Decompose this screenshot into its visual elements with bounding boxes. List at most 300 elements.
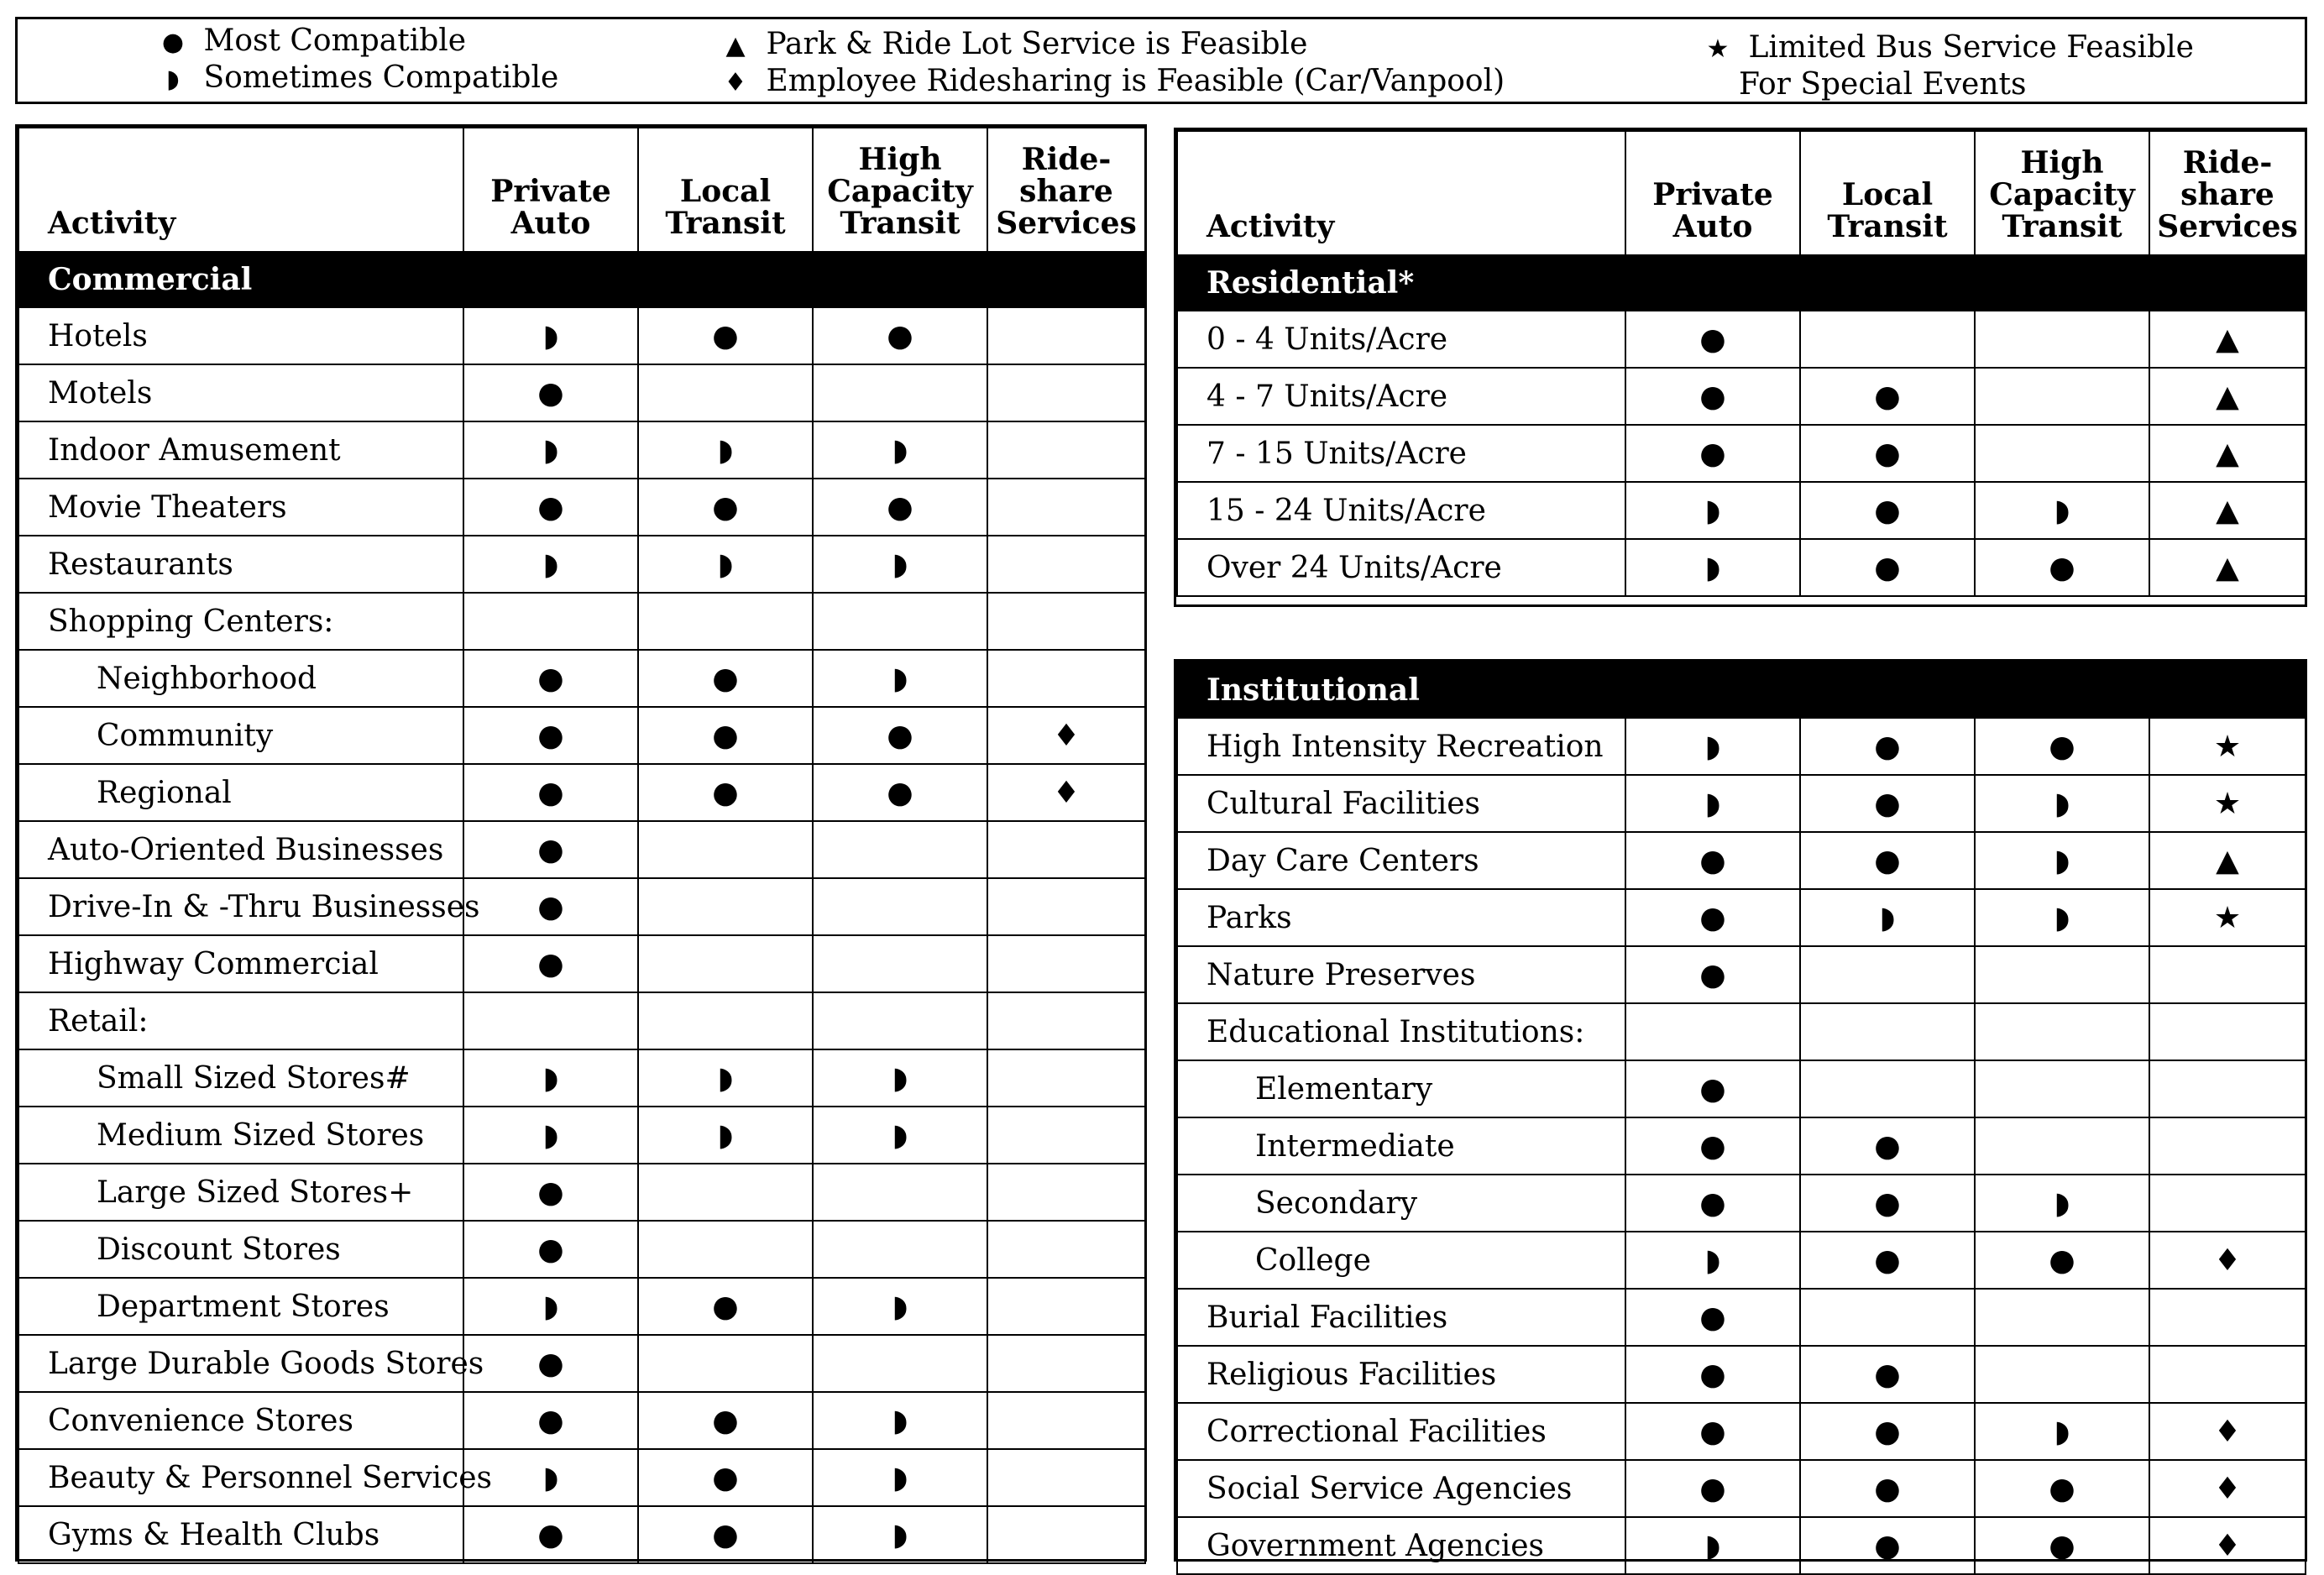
filled-circle-icon: ● — [1699, 1128, 1726, 1164]
cell-rideshare-services — [987, 1506, 1145, 1563]
filled-circle-icon: ● — [537, 1403, 564, 1438]
triangle-icon: ▲ — [725, 31, 746, 60]
filled-circle-icon: ● — [537, 775, 564, 810]
activity-label: 15 - 24 Units/Acre — [1177, 482, 1625, 539]
cell-private-auto — [463, 1221, 638, 1278]
cell-high-capacity-transit — [813, 821, 987, 878]
table-row — [1177, 311, 2306, 368]
cell-rideshare-services — [2149, 889, 2306, 946]
cell-rideshare-services — [2149, 1517, 2306, 1574]
cell-private-auto — [463, 992, 638, 1049]
half-circle-icon: ◗ — [1704, 550, 1721, 585]
legend-label: Employee Ridesharing is Feasible (Car/Vanpool) — [766, 64, 1505, 98]
filled-circle-icon: ● — [537, 1175, 564, 1210]
cell-private-auto — [463, 593, 638, 650]
diamond-icon: ♦ — [2213, 1471, 2242, 1506]
table-row — [18, 1107, 1145, 1164]
cell-high-capacity-transit — [1975, 1117, 2149, 1175]
activity-label: Burial Facilities — [1177, 1289, 1625, 1346]
cell-private-auto — [1625, 1460, 1800, 1517]
half-circle-icon: ◗ — [892, 1289, 908, 1324]
table-row — [18, 1449, 1145, 1506]
cell-local-transit — [1800, 1117, 1975, 1175]
activity-label: Auto-Oriented Businesses — [18, 821, 463, 878]
filled-circle-icon: ● — [1874, 1128, 1901, 1164]
commercial-rows — [18, 252, 1145, 1563]
table-row — [1177, 1289, 2306, 1346]
filled-circle-icon: ● — [537, 1346, 564, 1381]
half-circle-icon: ◗ — [717, 1117, 734, 1153]
institutional-table — [1176, 662, 2306, 1575]
half-circle-icon: ◗ — [1704, 1243, 1721, 1278]
filled-circle-icon: ● — [1874, 1357, 1901, 1392]
cell-private-auto — [1625, 1175, 1800, 1232]
filled-circle-icon: ● — [1874, 1185, 1901, 1221]
cell-rideshare-services — [2149, 1346, 2306, 1403]
cell-high-capacity-transit — [1975, 1346, 2149, 1403]
filled-circle-icon: ● — [712, 489, 739, 525]
cell-rideshare-services — [987, 307, 1145, 364]
cell-private-auto — [463, 364, 638, 421]
cell-high-capacity-transit — [1975, 368, 2149, 425]
table-row — [18, 536, 1145, 593]
half-circle-icon: ◗ — [542, 432, 559, 468]
cell-rideshare-services — [987, 1392, 1145, 1449]
activity-label: Shopping Centers: — [18, 593, 463, 650]
legend-item-special-events — [1739, 68, 2027, 102]
commercial-table — [18, 127, 1146, 1564]
cell-high-capacity-transit — [1975, 1060, 2149, 1117]
cell-high-capacity-transit — [813, 878, 987, 935]
activity-label: Highway Commercial — [18, 935, 463, 992]
cell-high-capacity-transit — [1975, 425, 2149, 482]
filled-circle-icon: ● — [1699, 322, 1726, 357]
cell-private-auto — [463, 1392, 638, 1449]
cell-rideshare-services — [987, 593, 1145, 650]
filled-circle-icon: ● — [1699, 1185, 1726, 1221]
cell-high-capacity-transit — [813, 764, 987, 821]
activity-label: Cultural Facilities — [1177, 775, 1625, 832]
cell-rideshare-services — [987, 821, 1145, 878]
cell-rideshare-services — [987, 707, 1145, 764]
cell-local-transit — [638, 421, 813, 479]
half-circle-icon: ◗ — [2054, 493, 2070, 528]
table-row — [18, 1049, 1145, 1107]
cell-private-auto — [463, 650, 638, 707]
cell-rideshare-services — [2149, 1403, 2306, 1460]
filled-circle-icon: ● — [712, 318, 739, 353]
cell-local-transit — [638, 1049, 813, 1107]
cell-rideshare-services — [987, 1049, 1145, 1107]
cell-high-capacity-transit — [813, 1506, 987, 1563]
header-activity: Activity — [1177, 131, 1625, 255]
table-row — [18, 1506, 1145, 1563]
cell-rideshare-services — [987, 878, 1145, 935]
cell-high-capacity-transit — [813, 1049, 987, 1107]
half-circle-icon: ◗ — [166, 65, 180, 94]
cell-rideshare-services — [2149, 1232, 2306, 1289]
half-circle-icon: ◗ — [542, 1117, 559, 1153]
half-circle-icon: ◗ — [892, 1117, 908, 1153]
legend-label: Sometimes Compatible — [203, 60, 559, 95]
legend-label: Limited Bus Service Feasible — [1748, 30, 2194, 65]
filled-circle-icon: ● — [537, 1232, 564, 1267]
activity-label: 7 - 15 Units/Acre — [1177, 425, 1625, 482]
cell-rideshare-services — [987, 1449, 1145, 1506]
cell-local-transit — [638, 992, 813, 1049]
table-row — [1177, 1232, 2306, 1289]
half-circle-icon: ◗ — [542, 547, 559, 582]
cell-rideshare-services — [987, 421, 1145, 479]
section-title-residential: Residential* — [1177, 255, 2306, 311]
table-row — [1177, 1175, 2306, 1232]
cell-private-auto — [463, 307, 638, 364]
half-circle-icon: ◗ — [892, 432, 908, 468]
activity-label: High Intensity Recreation — [1177, 718, 1625, 775]
cell-local-transit — [638, 707, 813, 764]
table-row — [18, 821, 1145, 878]
table-row — [1177, 1117, 2306, 1175]
filled-circle-icon: ● — [2049, 550, 2075, 585]
cell-high-capacity-transit — [813, 1164, 987, 1221]
half-circle-icon: ◗ — [1704, 729, 1721, 764]
star-icon: ★ — [2213, 729, 2242, 764]
cell-high-capacity-transit — [813, 593, 987, 650]
cell-high-capacity-transit — [1975, 946, 2149, 1003]
table-row — [1177, 1403, 2306, 1460]
filled-circle-icon: ● — [1699, 1357, 1726, 1392]
diamond-icon: ♦ — [2213, 1528, 2242, 1563]
filled-circle-icon: ● — [712, 718, 739, 753]
cell-high-capacity-transit — [1975, 1289, 2149, 1346]
half-circle-icon: ◗ — [892, 1060, 908, 1096]
filled-circle-icon: ● — [712, 1403, 739, 1438]
cell-private-auto — [463, 1164, 638, 1221]
cell-high-capacity-transit — [813, 1221, 987, 1278]
filled-circle-icon: ● — [887, 318, 913, 353]
cell-high-capacity-transit — [813, 992, 987, 1049]
activity-label: Elementary — [1177, 1060, 1625, 1117]
table-row — [1177, 1346, 2306, 1403]
cell-rideshare-services — [2149, 1289, 2306, 1346]
triangle-icon: ▲ — [2216, 379, 2239, 414]
cell-rideshare-services — [987, 1278, 1145, 1335]
table-row — [18, 307, 1145, 364]
cell-private-auto — [463, 935, 638, 992]
activity-label: Nature Preserves — [1177, 946, 1625, 1003]
cell-private-auto — [1625, 1289, 1800, 1346]
filled-circle-icon: ● — [1699, 957, 1726, 992]
cell-rideshare-services — [987, 764, 1145, 821]
cell-high-capacity-transit — [1975, 311, 2149, 368]
cell-high-capacity-transit — [1975, 1175, 2149, 1232]
cell-high-capacity-transit — [813, 421, 987, 479]
filled-circle-icon: ● — [1874, 493, 1901, 528]
activity-label: Discount Stores — [18, 1221, 463, 1278]
table-row — [1177, 889, 2306, 946]
cell-local-transit — [1800, 1460, 1975, 1517]
table-row — [1177, 425, 2306, 482]
cell-rideshare-services — [987, 364, 1145, 421]
cell-private-auto — [1625, 539, 1800, 596]
filled-circle-icon: ● — [712, 1517, 739, 1552]
cell-local-transit — [638, 364, 813, 421]
activity-label: Gyms & Health Clubs — [18, 1506, 463, 1563]
cell-local-transit — [638, 1278, 813, 1335]
cell-high-capacity-transit — [813, 707, 987, 764]
activity-label: Motels — [18, 364, 463, 421]
filled-circle-icon: ● — [1874, 436, 1901, 471]
activity-label: Retail: — [18, 992, 463, 1049]
triangle-icon: ▲ — [2216, 493, 2239, 528]
cell-local-transit — [1800, 718, 1975, 775]
cell-local-transit — [1800, 539, 1975, 596]
table-row — [18, 878, 1145, 935]
table-row — [18, 479, 1145, 536]
section-gap — [1172, 606, 2311, 660]
cell-local-transit — [1800, 425, 1975, 482]
filled-circle-icon: ● — [1699, 1071, 1726, 1107]
legend-item-ridesharing — [714, 65, 1505, 100]
table-row — [1177, 368, 2306, 425]
header-private-auto: Private Auto — [463, 128, 638, 252]
cell-high-capacity-transit — [813, 935, 987, 992]
filled-circle-icon: ● — [887, 489, 913, 525]
table-row — [1177, 718, 2306, 775]
cell-rideshare-services — [2149, 1117, 2306, 1175]
half-circle-icon: ◗ — [1704, 1528, 1721, 1563]
residential-bottom-border — [1174, 604, 2307, 607]
header-private-auto: Private Auto — [1625, 131, 1800, 255]
cell-private-auto — [463, 1506, 638, 1563]
filled-circle-icon: ● — [537, 661, 564, 696]
half-circle-icon: ◗ — [2054, 843, 2070, 878]
cell-private-auto — [1625, 832, 1800, 889]
table-row — [18, 707, 1145, 764]
filled-circle-icon: ● — [1699, 1471, 1726, 1506]
activity-label: Medium Sized Stores — [18, 1107, 463, 1164]
filled-circle-icon: ● — [1699, 436, 1726, 471]
table-row — [1177, 482, 2306, 539]
header-local-transit: Local Transit — [638, 128, 813, 252]
cell-high-capacity-transit — [1975, 718, 2149, 775]
half-circle-icon: ◗ — [717, 1060, 734, 1096]
table-row — [18, 935, 1145, 992]
filled-circle-icon: ● — [1699, 1300, 1726, 1335]
cell-local-transit — [1800, 946, 1975, 1003]
half-circle-icon: ◗ — [892, 661, 908, 696]
diamond-icon: ♦ — [724, 68, 747, 97]
half-circle-icon: ◗ — [542, 1060, 559, 1096]
triangle-icon: ▲ — [2216, 550, 2239, 585]
cell-local-transit — [638, 479, 813, 536]
cell-rideshare-services — [2149, 946, 2306, 1003]
activity-label: Beauty & Personnel Services — [18, 1449, 463, 1506]
cell-high-capacity-transit — [1975, 889, 2149, 946]
cell-high-capacity-transit — [813, 1278, 987, 1335]
cell-local-transit — [638, 650, 813, 707]
activity-label: 4 - 7 Units/Acre — [1177, 368, 1625, 425]
header-local-transit: Local Transit — [1800, 131, 1975, 255]
cell-rideshare-services — [2149, 311, 2306, 368]
cell-rideshare-services — [2149, 718, 2306, 775]
activity-label: Parks — [1177, 889, 1625, 946]
cell-local-transit — [638, 1392, 813, 1449]
half-circle-icon: ◗ — [892, 1403, 908, 1438]
cell-private-auto — [1625, 425, 1800, 482]
cell-rideshare-services — [2149, 1460, 2306, 1517]
cell-rideshare-services — [2149, 1003, 2306, 1060]
legend-item-limited-bus — [1697, 31, 2194, 66]
residential-rows — [1177, 255, 2306, 596]
cell-private-auto — [463, 764, 638, 821]
table-row — [1177, 1517, 2306, 1574]
cell-local-transit — [1800, 1346, 1975, 1403]
cell-private-auto — [463, 1335, 638, 1392]
cell-high-capacity-transit — [813, 364, 987, 421]
cell-private-auto — [1625, 718, 1800, 775]
star-icon: ★ — [2213, 786, 2242, 821]
activity-label: Intermediate — [1177, 1117, 1625, 1175]
activity-label: Drive-In & -Thru Businesses — [18, 878, 463, 935]
cell-local-transit — [638, 764, 813, 821]
table-row — [1177, 539, 2306, 596]
filled-circle-icon: ● — [537, 889, 564, 924]
header-rideshare-services: Ride- share Services — [987, 128, 1145, 252]
cell-local-transit — [1800, 1517, 1975, 1574]
cell-local-transit — [1800, 1003, 1975, 1060]
activity-label: Neighborhood — [18, 650, 463, 707]
cell-high-capacity-transit — [1975, 482, 2149, 539]
filled-circle-icon: ● — [537, 718, 564, 753]
filled-circle-icon: ● — [1874, 1414, 1901, 1449]
triangle-icon: ▲ — [2216, 436, 2239, 471]
cell-rideshare-services — [2149, 368, 2306, 425]
cell-rideshare-services — [987, 536, 1145, 593]
cell-local-transit — [1800, 1403, 1975, 1460]
filled-circle-icon: ● — [537, 946, 564, 981]
filled-circle-icon: ● — [537, 375, 564, 411]
filled-circle-icon: ● — [2049, 1528, 2075, 1563]
cell-rideshare-services — [987, 1107, 1145, 1164]
cell-high-capacity-transit — [813, 1335, 987, 1392]
cell-private-auto — [463, 1278, 638, 1335]
cell-rideshare-services — [987, 935, 1145, 992]
cell-local-transit — [1800, 482, 1975, 539]
cell-local-transit — [1800, 311, 1975, 368]
cell-private-auto — [463, 1107, 638, 1164]
cell-rideshare-services — [2149, 425, 2306, 482]
cell-local-transit — [1800, 1289, 1975, 1346]
half-circle-icon: ◗ — [542, 1460, 559, 1495]
cell-local-transit — [1800, 775, 1975, 832]
cell-private-auto — [1625, 1346, 1800, 1403]
half-circle-icon: ◗ — [892, 1517, 908, 1552]
cell-local-transit — [638, 1449, 813, 1506]
cell-private-auto — [463, 421, 638, 479]
cell-local-transit — [638, 935, 813, 992]
half-circle-icon: ◗ — [2054, 786, 2070, 821]
triangle-icon: ▲ — [2216, 843, 2239, 878]
cell-high-capacity-transit — [1975, 775, 2149, 832]
cell-private-auto — [1625, 1517, 1800, 1574]
filled-circle-icon: ● — [1874, 729, 1901, 764]
half-circle-icon: ◗ — [2054, 1414, 2070, 1449]
half-circle-icon: ◗ — [1704, 786, 1721, 821]
cell-rideshare-services — [987, 1335, 1145, 1392]
cell-local-transit — [638, 593, 813, 650]
table-row — [1177, 1060, 2306, 1117]
cell-high-capacity-transit — [1975, 1403, 2149, 1460]
table-row — [18, 1164, 1145, 1221]
cell-local-transit — [638, 536, 813, 593]
half-circle-icon: ◗ — [1879, 900, 1896, 935]
cell-high-capacity-transit — [813, 536, 987, 593]
activity-label: Government Agencies — [1177, 1517, 1625, 1574]
section-title-institutional: Institutional — [1177, 662, 2306, 718]
activity-label: 0 - 4 Units/Acre — [1177, 311, 1625, 368]
filled-circle-icon: ● — [1699, 1414, 1726, 1449]
filled-circle-icon: ● — [161, 28, 185, 57]
cell-private-auto — [1625, 1003, 1800, 1060]
cell-private-auto — [1625, 1117, 1800, 1175]
table-row — [18, 1278, 1145, 1335]
filled-circle-icon: ● — [1874, 786, 1901, 821]
cell-rideshare-services — [987, 1221, 1145, 1278]
cell-high-capacity-transit — [1975, 1460, 2149, 1517]
cell-local-transit — [1800, 1175, 1975, 1232]
filled-circle-icon: ● — [887, 775, 913, 810]
legend-item-park-ride — [714, 28, 1307, 63]
table-row — [18, 764, 1145, 821]
activity-label: Community — [18, 707, 463, 764]
cell-rideshare-services — [2149, 539, 2306, 596]
table-row — [18, 992, 1145, 1049]
activity-label: Small Sized Stores# — [18, 1049, 463, 1107]
cell-high-capacity-transit — [813, 1449, 987, 1506]
cell-rideshare-services — [2149, 1175, 2306, 1232]
activity-label: Indoor Amusement — [18, 421, 463, 479]
filled-circle-icon: ● — [1874, 843, 1901, 878]
table-row — [1177, 1460, 2306, 1517]
diamond-icon: ♦ — [2213, 1243, 2242, 1278]
filled-circle-icon: ● — [537, 489, 564, 525]
header-rideshare-services: Ride- share Services — [2149, 131, 2306, 255]
cell-high-capacity-transit — [1975, 1517, 2149, 1574]
cell-local-transit — [638, 307, 813, 364]
header-activity: Activity — [18, 128, 463, 252]
header-high-capacity-transit: High Capacity Transit — [813, 128, 987, 252]
cell-high-capacity-transit — [1975, 539, 2149, 596]
filled-circle-icon: ● — [1874, 1528, 1901, 1563]
filled-circle-icon: ● — [537, 832, 564, 867]
half-circle-icon: ◗ — [717, 547, 734, 582]
activity-label: Social Service Agencies — [1177, 1460, 1625, 1517]
activity-label: Hotels — [18, 307, 463, 364]
table-row — [18, 1221, 1145, 1278]
filled-circle-icon: ● — [712, 661, 739, 696]
cell-local-transit — [638, 1506, 813, 1563]
cell-rideshare-services — [2149, 1060, 2306, 1117]
cell-local-transit — [638, 821, 813, 878]
cell-rideshare-services — [987, 479, 1145, 536]
cell-private-auto — [463, 1049, 638, 1107]
table-row — [1177, 775, 2306, 832]
cell-local-transit — [638, 1335, 813, 1392]
institutional-rows — [1177, 662, 2306, 1574]
star-icon: ★ — [2213, 900, 2242, 935]
activity-label: Restaurants — [18, 536, 463, 593]
